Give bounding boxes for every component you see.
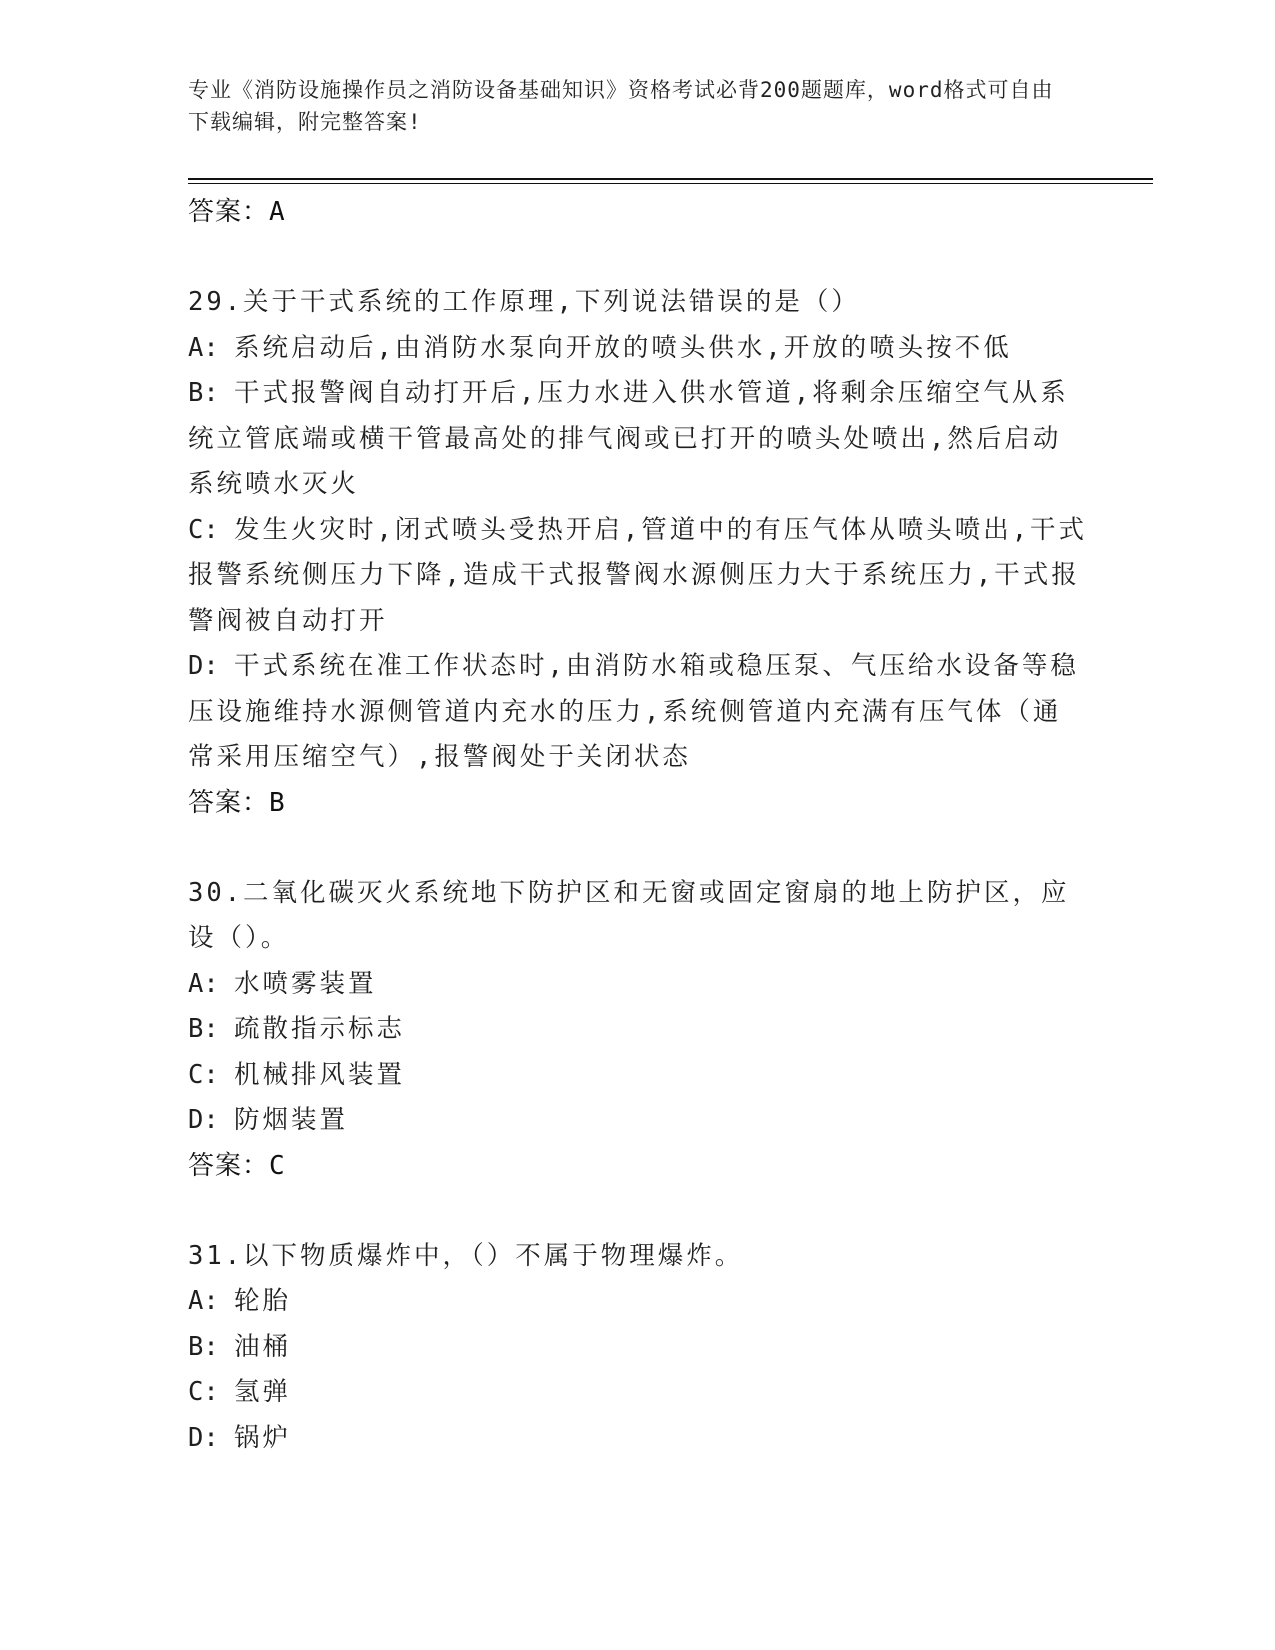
option-text: 机械排风装置 [234, 1059, 406, 1090]
question-stem: 29.关于干式系统的工作原理,下列说法错误的是（） [188, 287, 860, 317]
option-key: A: [188, 332, 219, 363]
option-b [188, 1007, 1088, 1053]
option-text: 系统启动后,由消防水泵向开放的喷头供水,开放的喷头按不低 [234, 332, 1012, 363]
option-key: A: [188, 1286, 219, 1316]
option-text: 轮胎 [234, 1286, 292, 1316]
answer-label: 答案： [188, 787, 270, 818]
option-key: B: [188, 1014, 219, 1044]
option-key: A: [188, 968, 219, 999]
document-header: 专业《消防设施操作员之消防设备基础知识》资格考试必背200题题库，word格式可自由下载编辑，附完整答案! [188, 78, 1054, 134]
question-stem: 30.二氧化碳灭火系统地下防护区和无窗或固定窗扇的地上防护区，应设（）。 [188, 877, 1070, 953]
answer-value: B [269, 787, 286, 818]
option-a [188, 962, 1088, 1008]
option-d [188, 1098, 1088, 1144]
option-text: 干式系统在准工作状态时,由消防水箱或稳压泵、气压给水设备等稳压设施维持水源侧管道内充水的压力,系统侧管道内充满有压气体（通常采用压缩空气）,报警阀处于关闭状态 [188, 651, 1079, 772]
question-30 [188, 871, 1088, 1188]
option-c [188, 508, 1088, 645]
option-text: 锅炉 [234, 1422, 292, 1453]
option-text: 疏散指示标志 [234, 1014, 406, 1044]
option-text: 防烟装置 [234, 1105, 349, 1135]
option-c [188, 1370, 1088, 1416]
option-key: C: [188, 514, 219, 545]
option-a [188, 1279, 1088, 1325]
option-text: 发生火灾时,闭式喷头受热开启,管道中的有压气体从喷头喷出,干式报警系统侧压力下降,造成干式报警阀水源侧压力大于系统压力,干式报警阀被自动打开 [188, 514, 1088, 636]
question-29 [188, 280, 1088, 825]
answer-value: A [269, 197, 286, 227]
option-a [188, 326, 1088, 372]
option-text: 水喷雾装置 [234, 968, 377, 999]
option-c [188, 1053, 1088, 1099]
option-d [188, 1416, 1088, 1462]
option-key: D: [188, 1422, 219, 1453]
answer-line [188, 1144, 1088, 1188]
option-b [188, 371, 1088, 508]
header-divider [188, 178, 1153, 180]
answer-line [188, 781, 1088, 825]
option-key: D: [188, 1105, 219, 1135]
answer-label: 答案： [188, 1150, 270, 1181]
answer-label: 答案： [188, 197, 270, 227]
option-b [188, 1325, 1088, 1371]
option-text: 油桶 [234, 1331, 292, 1362]
option-key: C: [188, 1377, 219, 1407]
answer-value: C [269, 1150, 286, 1181]
option-key: B: [188, 1331, 219, 1362]
option-d [188, 644, 1088, 781]
option-text: 干式报警阀自动打开后,压力水进入供水管道,将剩余压缩空气从系统立管底端或横干管最高处的排气阀或已打开的喷头处喷出,然后启动系统喷水灭火 [188, 378, 1069, 499]
option-key: D: [188, 651, 219, 681]
option-key: B: [188, 378, 219, 408]
answer-line [188, 190, 1088, 234]
header-divider-thin [188, 183, 1153, 184]
option-text: 氢弹 [234, 1377, 292, 1407]
option-key: C: [188, 1059, 219, 1090]
question-31 [188, 1234, 1088, 1462]
question-content [188, 190, 1088, 1461]
question-stem: 31.以下物质爆炸中，（）不属于物理爆炸。 [188, 1240, 744, 1271]
